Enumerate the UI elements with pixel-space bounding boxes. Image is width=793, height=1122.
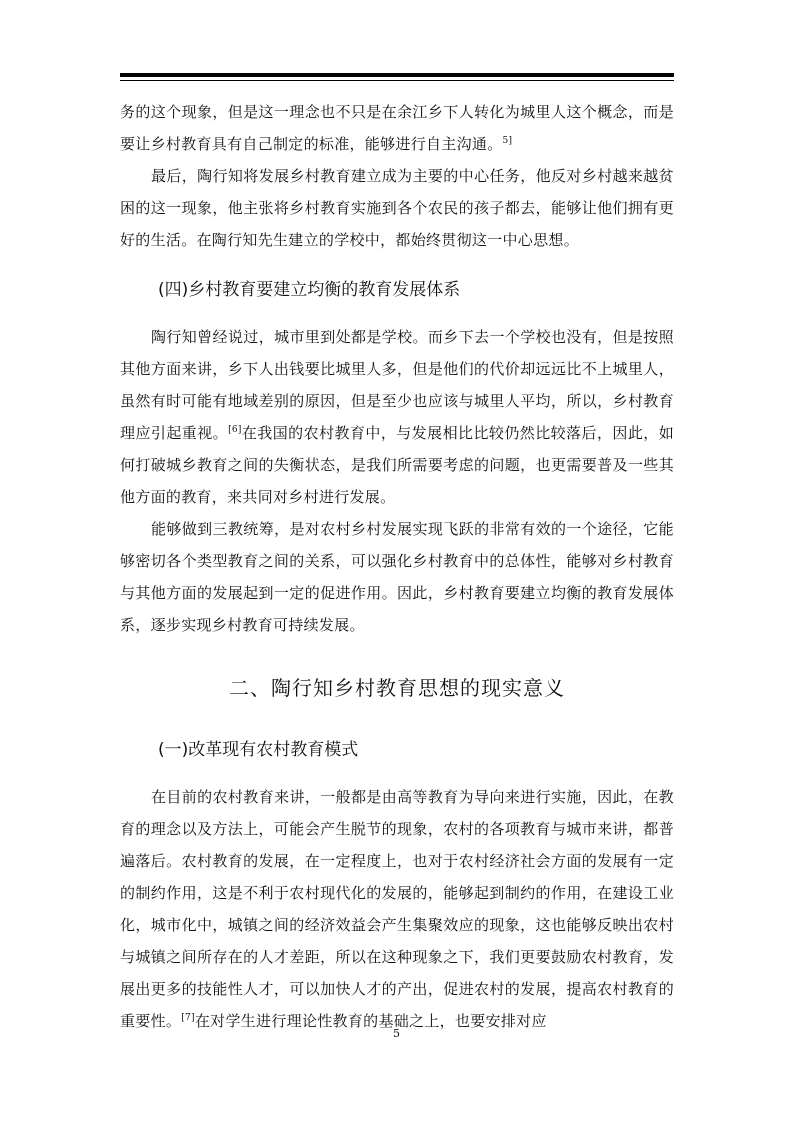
paragraph-text: 在目前的农村教育来讲，一般都是由高等教育为导向来进行实施，因此，在教育的理念以及方法上，可能会产生脱节的现象，农村的各项教育与城市来讲，都普遍落后。农村教育的发展，在一定程度上，也对于农村经济社会方面的发展有一定的制约作用，这是不利于农村现代化的发展的，能够起到制约的作用，在建设工业化，城市化中，城镇之间的经济效益会产生集聚效应的现象，这也能够反映出农村与城镇之间所存在的人才差距，所以在这种现象之下，我们更要鼓励农村教育，发展出更多的技能性人才，可以加快人才的产出，促进农村的发展，提高农村教育的重要性。 [120,788,674,1030]
paragraph: 最后，陶行知将发展乡村教育建立成为主要的中心任务，他反对乡村越来越贫困的这一现象，他主张将乡村教育实施到各个农民的孩子都去，能够让他们拥有更好的生活。在陶行知先生建立的学校中，都始终贯彻这一中心思想。 [120,167,674,249]
paragraph [120,781,674,1037]
paragraph: 能够做到三教统筹，是对农村乡村发展实现飞跃的非常有效的一个途径，它能够密切各个类型教育之间的关系，可以强化乡村教育中的总体性，能够对乡村教育与其他方面的发展起到一定的促进作用。因此，乡村教育要建立均衡的教育发展体系，逐步实现乡村教育可持续发展。 [120,520,674,634]
citation-ref: 5] [502,136,513,146]
section-heading: 二、陶行知乡村教育思想的现实意义 [229,676,565,700]
paragraph-text: 在我国的农村教育中，与发展相比比较仍然比较落后，因此，如何打破城乡教育之间的失衡状态，是我们所需要考虑的问题，也更需要普及一些其他方面的教育，来共同对乡村进行发展。 [120,424,674,506]
subheading-4: (四)乡村教育要建立均衡的教育发展体系 [158,280,461,300]
paragraph-text: 务的这个现象，但是这一理念也不只是在余江乡下人转化为城里人这个概念，而是要让乡村教育具有自己制定的标准，能够进行自主沟通。 [120,103,674,153]
page-number: 5 [393,1027,400,1040]
header-rule-thick [120,73,674,77]
subheading-1: (一)改革现有农村教育模式 [158,740,359,760]
header-rule-thin [120,80,674,81]
paragraph-continued [120,96,674,160]
paragraph-text: 在对学生进行理论性教育的基础之上，也要安排对应 [194,1012,547,1030]
citation-ref: [7] [181,1013,195,1023]
paragraph-text: 陶行知曾经说过，城市里到处都是学校。而乡下去一个学校也没有，但是按照其他方面来讲，乡下人出钱要比城里人多，但是他们的代价却远远比不上城里人，虽然有时可能有地域差别的原因，但是至少也应该与城里人平均，所以，乡村教育理应引起重视。 [120,328,674,442]
citation-ref: [6] [228,425,242,435]
page-body [120,96,674,1037]
paragraph [120,321,674,513]
